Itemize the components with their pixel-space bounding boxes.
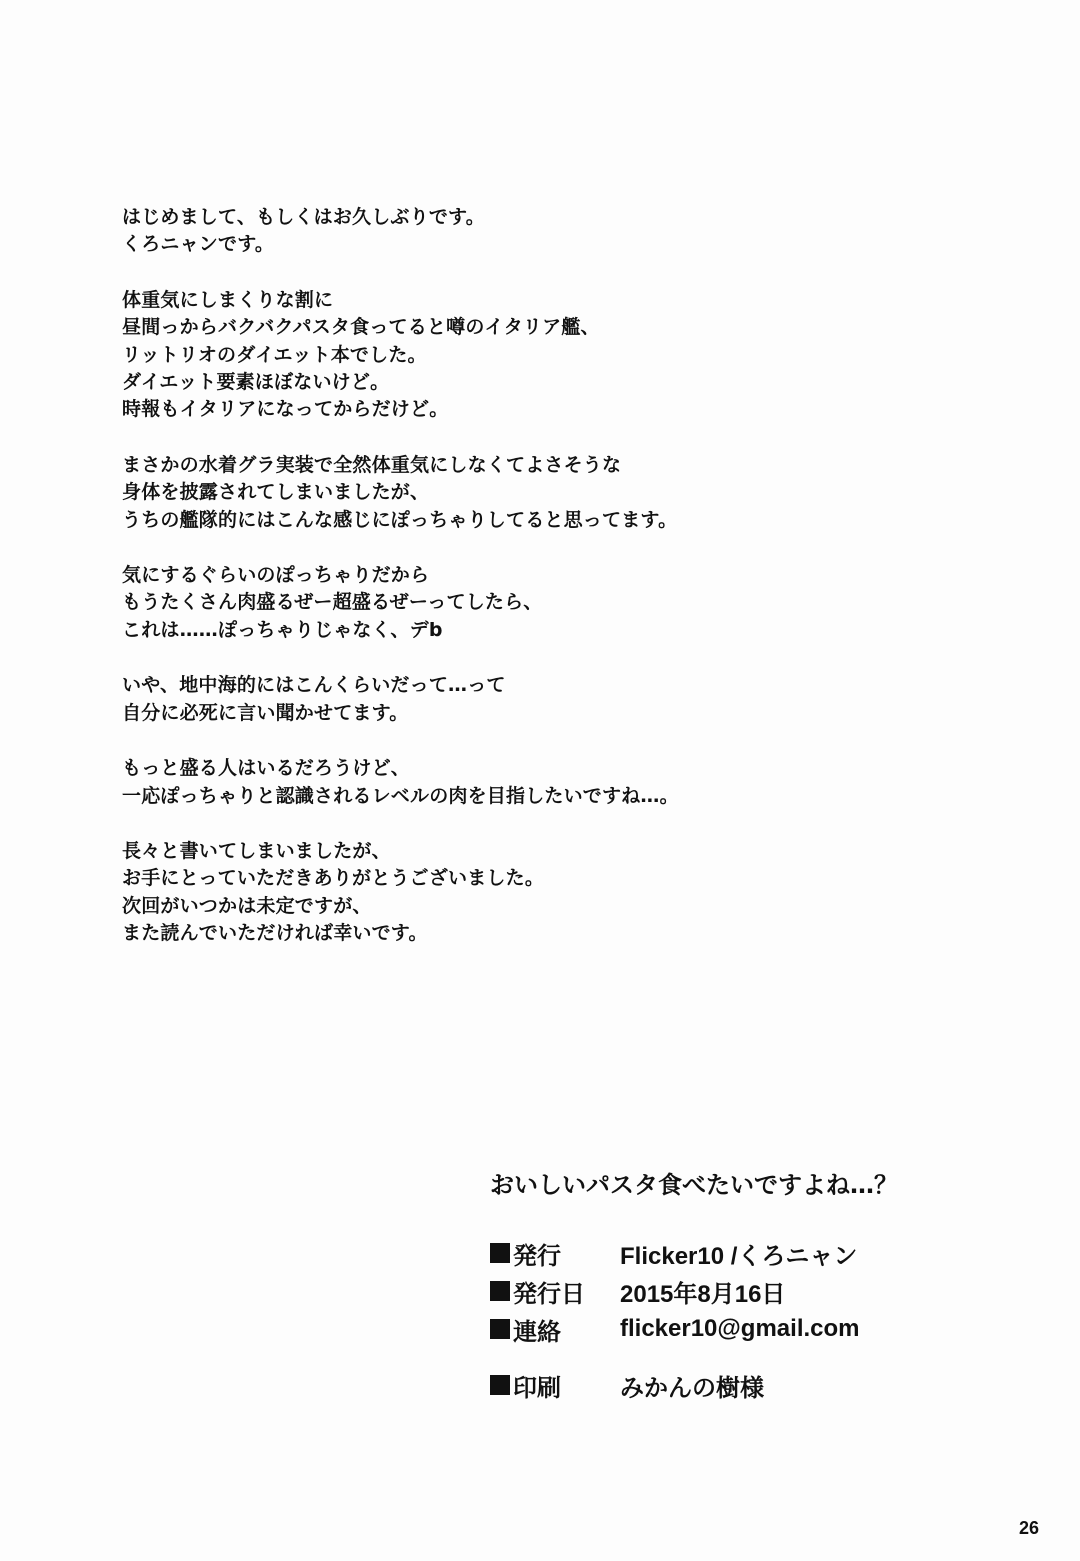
text-line: もうたくさん肉盛るぜー超盛るぜーってしたら、 xyxy=(122,591,543,614)
text-line: 身体を披露されてしまいましたが、 xyxy=(122,481,430,504)
date-label: 発行日 xyxy=(513,1279,585,1308)
colophon-title: おいしいパスタ食べたいですよね…？ xyxy=(490,1171,898,1199)
text-line: また読んでいただければ幸いです。 xyxy=(122,922,428,945)
publisher-value: Flicker10 /くろニャン xyxy=(620,1242,858,1270)
text-line: くろニャンです。 xyxy=(122,233,275,256)
black-square-icon xyxy=(490,1243,510,1263)
colophon xyxy=(490,1170,1010,1404)
black-square-icon xyxy=(490,1281,510,1301)
text-line: これは……ぽっちゃりじゃなく、デb xyxy=(122,618,443,641)
date-row xyxy=(490,1272,1010,1310)
text-line: うちの艦隊的にはこんな感じにぽっちゃりしてると思ってます。 xyxy=(122,508,678,531)
text-line: お手にとっていただきありがとうございました。 xyxy=(122,867,545,890)
paragraph-chubby xyxy=(122,562,822,644)
paragraph-goal xyxy=(122,755,822,810)
text-line: 次回がいつかは未定ですが、 xyxy=(122,894,372,917)
black-square-icon xyxy=(490,1319,510,1339)
publisher-label: 発行 xyxy=(513,1241,561,1270)
text-line: もっと盛る人はいるだろうけど、 xyxy=(122,757,411,780)
text-line: まさかの水着グラ実装で全然体重気にしなくてよさそうな xyxy=(122,453,622,476)
text-line: 体重気にしまくりな割に xyxy=(122,288,334,311)
text-line: 一応ぽっちゃりと認識されるレベルの肉を目指したいですね…。 xyxy=(122,784,679,807)
text-line: はじめまして、もしくはお久しぶりです。 xyxy=(122,206,485,228)
paragraph-mediterranean xyxy=(122,672,822,727)
text-line: 自分に必死に言い聞かせてます。 xyxy=(122,701,409,724)
text-line: リットリオのダイエット本でした。 xyxy=(122,343,427,366)
printer-value: みかんの樹様 xyxy=(620,1374,764,1402)
paragraph-greeting xyxy=(122,204,822,259)
black-square-icon xyxy=(490,1375,510,1395)
afterword-text xyxy=(122,204,822,976)
text-line: 昼間っからバクバクパスタ食ってると噂のイタリア艦、 xyxy=(122,316,600,339)
text-line: 長々と書いてしまいましたが、 xyxy=(122,839,391,862)
paragraph-thanks xyxy=(122,838,822,948)
page-number: 26 xyxy=(1019,1518,1040,1538)
paragraph-about-book xyxy=(122,287,822,424)
paragraph-swimsuit xyxy=(122,452,822,534)
contact-row xyxy=(490,1310,1010,1348)
printer-label: 印刷 xyxy=(513,1373,561,1402)
contact-label: 連絡 xyxy=(513,1317,561,1346)
date-value: 2015年8月16日 xyxy=(620,1280,786,1308)
publisher-row xyxy=(490,1234,1010,1272)
contact-email: flicker10@gmail.com xyxy=(620,1315,860,1342)
printer-row xyxy=(490,1366,1010,1404)
text-line: いや、地中海的にはこんくらいだって…って xyxy=(122,674,506,697)
text-line: 時報もイタリアになってからだけど。 xyxy=(122,398,449,421)
text-line: ダイエット要素ほぼないけど。 xyxy=(122,371,390,394)
text-line: 気にするぐらいのぽっちゃりだから xyxy=(122,564,430,587)
